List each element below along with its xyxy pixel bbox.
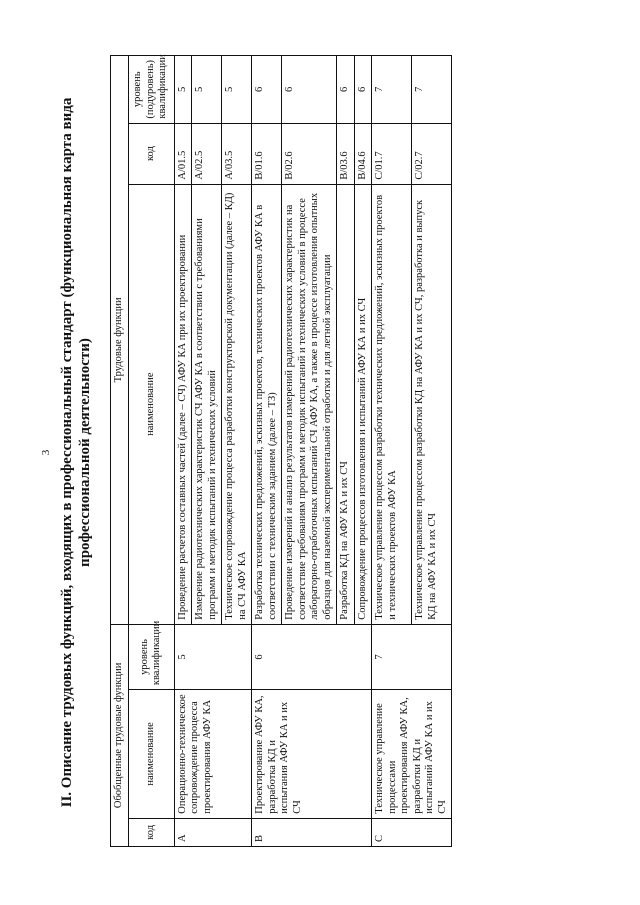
table-row bbox=[252, 56, 282, 847]
function-code: B/03.6 bbox=[337, 123, 355, 184]
function-name: Разработка КД на АФУ КА и их СЧ bbox=[337, 184, 355, 624]
function-level: 7 bbox=[412, 56, 452, 124]
function-code: A/01.5 bbox=[174, 123, 192, 184]
group-level: 5 bbox=[174, 624, 252, 689]
group-name: Проектирование АФУ КА, разработка КД и испытания АФУ КА и их СЧ bbox=[252, 690, 372, 819]
function-name: Измерение радиотехнических характеристик СЧ АФУ КА в соответствии с требованиями программ и методик испытаний и технических условий bbox=[192, 184, 222, 624]
header-function-code: код bbox=[128, 123, 174, 184]
header-level: уровень квалификации bbox=[128, 624, 174, 689]
section-title bbox=[58, 20, 94, 885]
function-name: Проведение расчетов составных частей (далее – СЧ) АФУ КА при их проектировании bbox=[174, 184, 192, 624]
group-name: Техническое управление процессами проектирования АФУ КА, разработки КД и испытаний АФУ КА и их СЧ bbox=[372, 690, 452, 819]
functional-map-table bbox=[110, 55, 452, 847]
header-name: наименование bbox=[128, 690, 174, 819]
function-name: Сопровождение процессов изготовления и испытаний АФУ КА и их СЧ bbox=[354, 184, 372, 624]
function-name: Разработка технических предложений, эскизных проектов, технических проектов АФУ КА в соответствии с техническим заданием (далее – ТЗ) bbox=[252, 184, 282, 624]
title-line-1: II. Описание трудовых функций, входящих в профессиональный стандарт (функциональная карта вида bbox=[59, 97, 75, 808]
function-code: A/02.5 bbox=[192, 123, 222, 184]
group-code: B bbox=[252, 818, 372, 846]
page-number: 3 bbox=[40, 449, 52, 456]
group-level: 6 bbox=[252, 624, 372, 689]
function-level: 5 bbox=[222, 56, 252, 124]
header-labor: Трудовые функции bbox=[111, 56, 129, 625]
function-level: 5 bbox=[192, 56, 222, 124]
group-code: C bbox=[372, 818, 452, 846]
function-code: A/03.5 bbox=[222, 123, 252, 184]
group-code: A bbox=[174, 818, 252, 846]
header-function-name: наименование bbox=[128, 184, 174, 624]
function-level: 5 bbox=[174, 56, 192, 124]
function-level: 6 bbox=[337, 56, 355, 124]
function-code: B/01.6 bbox=[252, 123, 282, 184]
header-generalized: Обобщенные трудовые функции bbox=[111, 624, 129, 846]
function-level: 6 bbox=[252, 56, 282, 124]
function-code: B/02.6 bbox=[282, 123, 337, 184]
header-code: код bbox=[128, 818, 174, 846]
function-level: 7 bbox=[372, 56, 412, 124]
group-name: Операционно-техническое сопровождение процесса проектирования АФУ КА bbox=[174, 690, 252, 819]
header-sublevel: уровень (подуровень) квалификации bbox=[128, 56, 174, 124]
function-code: C/02.7 bbox=[412, 123, 452, 184]
table-row bbox=[372, 56, 412, 847]
title-line-2: профессиональной деятельности) bbox=[77, 338, 93, 567]
group-level: 7 bbox=[372, 624, 452, 689]
table-row bbox=[174, 56, 192, 847]
function-level: 6 bbox=[282, 56, 337, 124]
function-name: Техническое управление процессом разработки технических предложений, эскизных проектов и технических проектов АФУ КА bbox=[372, 184, 412, 624]
function-name: Техническое управление процессом разработки КД на АФУ КА и их СЧ, разработка и выпуск КД на АФУ КА и их СЧ bbox=[412, 184, 452, 624]
function-code: C/01.7 bbox=[372, 123, 412, 184]
function-name: Проведение измерений и анализ результатов измерений радиотехнических характеристик на соответствие требованиям программ и методик испытаний и технических условий в процессе лабораторно-отработочных испытаний СЧ АФУ КА, а также в процессе изготовления опытных образцов для наземной экспериментальной отработки и для летной эксплуатации bbox=[282, 184, 337, 624]
function-name: Техническое сопровождение процесса разработки конструкторской документации (далее – КД) на СЧ АФУ КА bbox=[222, 184, 252, 624]
function-level: 6 bbox=[354, 56, 372, 124]
function-code: B/04.6 bbox=[354, 123, 372, 184]
